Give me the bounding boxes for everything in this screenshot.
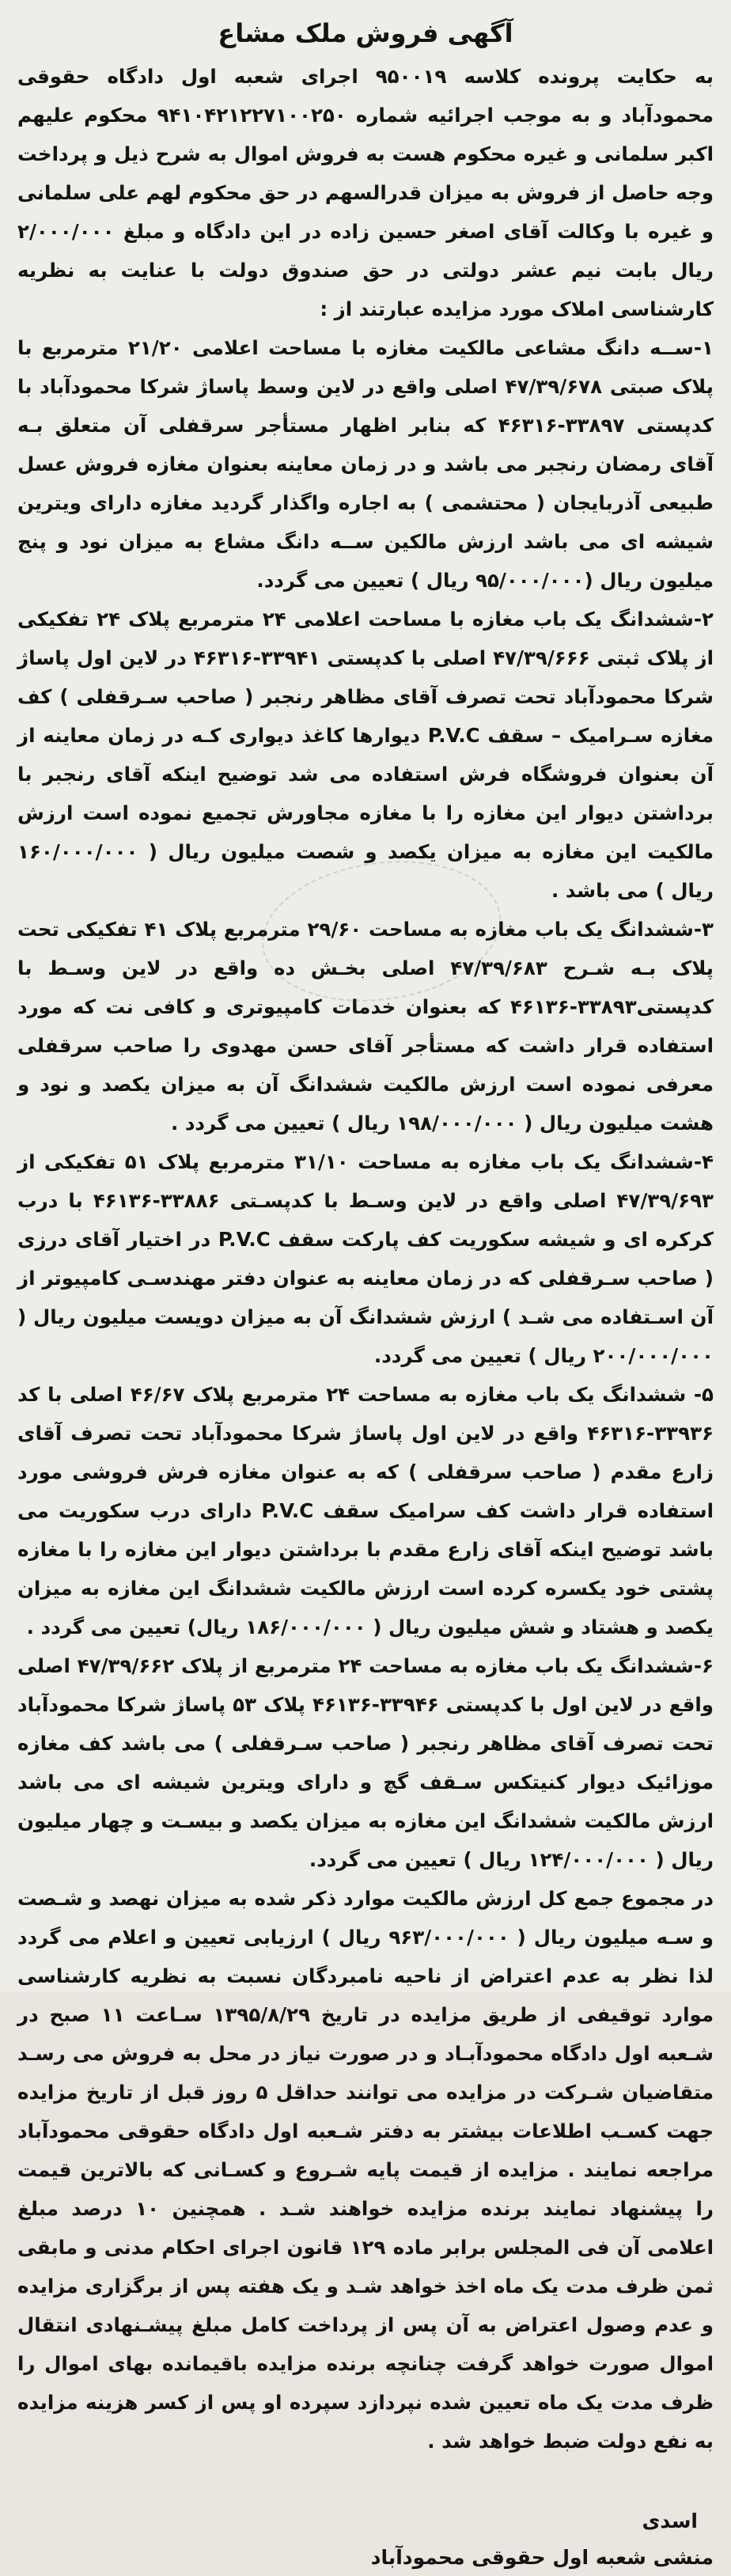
signature-name: اسدی bbox=[642, 2510, 698, 2532]
notice-item-4: ۴-ششدانگ یک باب مغازه به مساحت ۳۱/۱۰ مترمربع پلاک ۵۱ تفکیکی از ۴۷/۳۹/۶۹۳ اصلی واقع در لاین وسـط با کدپسـتی ۳۳۸۸۶-۴۶۱۳۶ با درب کرکره ای و شیشه سکوریت کف پارکت سقف P.V.C در اختیار آقای درزی ( صاحب سـرقفلی که در زمان معاینه به عنوان دفتر مهندسـی کامپیوتر از آن اسـتفاده می شـد ) ارزش ششدانگ آن به میزان دویست میلیون ریال ( ۲۰۰/۰۰۰/۰۰۰ ریال ) تعیین می گردد. bbox=[17, 1150, 714, 1367]
notice-item-2: ۲-ششدانگ یک باب مغازه با مساحت اعلامی ۲۴ مترمربع پلاک ۲۴ تفکیکی از پلاک ثبتی ۴۷/۳۹/۶۶۶ اصلی با کدپستی ۳۳۹۴۱-۴۶۳۱۶ در لاین اول پاساژ شرکا محمودآباد تحت تصرف آقای مظاهر رنجبر ( صاحب سـرقفلی ) کف مغازه سـرامیک – سقف P.V.C دیوارها کاغذ دیواری کـه در زمان معاینه از آن بعنوان فروشگاه فرش استفاده می شد توضیح اینکه آقای رنجبر با برداشتن دیوار این مغازه را با مغازه مجاورش تجمیع نموده است ارزش مالکیت این مغازه به میزان یکصد و شصت میلیون ریال ( ۱۶۰/۰۰۰/۰۰۰ ریال ) می باشد . bbox=[17, 608, 714, 902]
notice-item-6: ۶-ششدانگ یک باب مغازه به مساحت ۲۴ مترمربع از پلاک ۴۷/۳۹/۶۶۲ اصلی واقع در لاین اول با کدپستی ۳۳۹۴۶-۴۶۱۳۶ پلاک ۵۳ پاساژ شرکا محمودآباد تحت تصرف آقای مظاهر رنجبر ( صاحب سـرقفلی ) می باشد کف مغازه موزائیک دیوار کنیتکس سـقف گچ و دارای ویترین شیشه ای می باشد ارزش مالکیت ششدانگ این مغازه به میزان یکصد و بیسـت و چهار میلیون ریال ( ۱۲۴/۰۰۰/۰۰۰ ریال ) تعیین می گردد. bbox=[17, 1654, 714, 1871]
notice-title: آگهی فروش ملک مشاع bbox=[218, 18, 513, 48]
notice-item-1: ۱-ســه دانگ مشاعی مالکیت مغازه با مساحت اعلامی ۲۱/۲۰ مترمربع با پلاک صبتی ۴۷/۳۹/۶۷۸ اصلی واقع در لاین وسط پاساژ شرکا محمودآباد با کدپستی ۳۳۸۹۷-۴۶۳۱۶ که بنابر اظهار مستأجر سرقفلی آن متعلق بـه آقای رمضان رنجبر می باشد و در زمان معاینه بعنوان مغازه فروش عسل طبیعی آذربایجان ( محتشمی ) به اجاره واگذار گردید مغازه دارای ویترین شیشه ای می باشد ارزش مالکین ســه دانگ مشاع به میزان نود و پنج میلیون ریال (۹۵/۰۰۰/۰۰۰ ریال ) تعیین می گردد. bbox=[17, 336, 714, 592]
signature-block bbox=[17, 2503, 714, 2576]
notice-item-5: ۵- ششدانگ یک باب مغازه به مساحت ۲۴ مترمربع پلاک ۴۶/۶۷ اصلی با کد ۳۳۹۳۶-۴۶۳۱۶ واقع در لاین اول پاساژ شرکا محمودآباد تحت تصرف آقای زارع مقدم ( صاحب سرقفلی ) که به عنوان مغازه فرش فروشی مورد استفاده قرار داشت کف سرامیک سقف P.V.C دارای درب سکوریت می باشد توضیح اینکه آقای زارع مقدم با برداشتن دیوار این مغازه را با مغازه پشتی خود یکسره کرده است ارزش مالکیت ششدانگ این مغازه به میزان یکصد و هشتاد و شش میلیون ریال ( ۱۸۶/۰۰۰/۰۰۰ ریال) تعیین می گردد . bbox=[17, 1383, 714, 1638]
notice-body bbox=[17, 57, 714, 2460]
signature-title: منشی شعبه اول حقوقی محمودآباد bbox=[370, 2546, 714, 2569]
notice-item-3: ۳-ششدانگ یک باب مغازه به مساحت ۲۹/۶۰ مترمربع پلاک ۴۱ تفکیکی تحت پلاک بـه شـرح ۴۷/۳۹/۶۸۳ اصلی بخـش ده واقع در لاین وسـط با کدپستی۳۳۸۹۳-۴۶۱۳۶ که بعنوان خدمات کامپیوتری و کافی نت که مورد استفاده قرار داشت که مستأجر آقای حسن مهدوی را صاحب سرقفلی معرفی نموده است ارزش مالکیت ششدانگ آن به میزان یکصد و نود و هشت میلیون ریال ( ۱۹۸/۰۰۰/۰۰۰ ریال ) تعیین می گردد . bbox=[17, 918, 714, 1135]
notice-closing: در مجموع جمع کل ارزش مالکیت موارد ذکر شده به میزان نهصد و شـصت و سـه میلیون ریال ( ۹۶۳/۰۰۰/۰۰۰ ریال ) ارزیابی تعیین و اعلام می گردد لذا نظر به عدم اعتراض از ناحیه نامبردگان نسبت به نظریه کارشناسی موارد توقیفی از طریق مزایده در تاریخ ۱۳۹۵/۸/۲۹ سـاعت ۱۱ صبح در شـعبه اول دادگاه محمودآبـاد و در صورت نیاز در محل به فروش می رسـد متقاضیان شـرکت در مزایده می توانند حداقل ۵ روز قبل از تاریخ مزایده جهت کسـب اطلاعات بیشتر به دفتر شـعبه اول دادگاه حقوقی محمودآباد مراجعه نمایند . مزایده از قیمت پایه شـروع و کسـانی که بالاترین قیمت را پیشنهاد نمایند برنده مزایده خواهند شـد . همچنین ۱۰ درصد مبلغ اعلامی آن فی المجلس برابر ماده ۱۲۹ قانون اجرای احکام مدنی و مابقی ثمن ظرف مدت یک ماه اخذ خواهد شـد و یک هفته پس از برگزاری مزایده و عدم وصول اعتراض به آن پس از پرداخت کامل مبلغ پیشـنهادی انتقال اموال صورت خواهد گرفت چنانچه برنده مزایده باقیمانده بهای اموال را ظرف مدت یک ماه تعیین شده نپردازد سپرده او پس از کسر هزینه مزایده به نفع دولت ضبط خواهد شد . bbox=[17, 1887, 714, 2453]
notice-intro: به حکایت پرونده کلاسه ۹۵۰۰۱۹ اجرای شعبه اول دادگاه حقوقی محمودآباد و به موجب اجرائیه شماره ۹۴۱۰۴۲۱۲۲۷۱۰۰۲۵۰ محکوم علیهم اکبر سلمانی و غیره محکوم هست به فروش اموال به شرح ذیل و پرداخت وجه حاصل از فروش به میزان قدرالسهم در حق محکوم لهم علی سلمانی و غیره با وکالت آقای اصغر حسین زاده در این دادگاه و مبلغ ۲/۰۰۰/۰۰۰ ریال بابت نیم عشر دولتی در حق صندوق دولت با عنایت به نظریه کارشناسی املاک مورد مزایده عبارتند از : bbox=[17, 65, 714, 320]
